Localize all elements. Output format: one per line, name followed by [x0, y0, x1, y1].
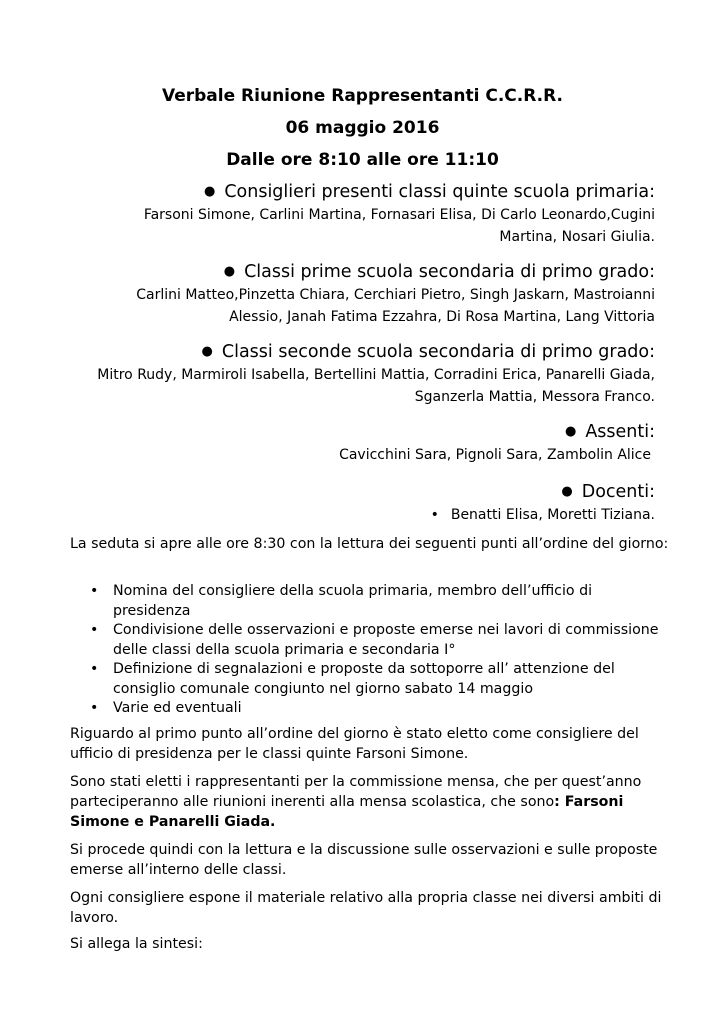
docenti-names: Benatti Elisa, Moretti Tiziana. [450, 507, 655, 523]
paragraph-sintesi: Si allega la sintesi: [70, 936, 203, 952]
agenda-item: • Varie ed eventuali [70, 699, 670, 719]
section-heading-assenti [565, 422, 655, 442]
section-heading-text: Classi prime scuola secondaria di primo grado: [244, 262, 655, 282]
intro-paragraph: La seduta si apre alle ore 8:30 con la lettura dei seguenti punti all’ordine del giorno: [70, 536, 669, 552]
section-heading-text: Docenti: [581, 482, 655, 502]
paragraph-first-point: Riguardo al primo punto all’ordine del giorno è stato eletto come consigliere del ufficio di presidenza per le classi quinte Farsoni Simone. [70, 726, 639, 762]
agenda-list [70, 582, 670, 719]
mensa-text: Sono stati eletti i rappresentanti per la commissione mensa, che per quest’anno parteciperanno alle riunioni inerenti alla mensa scolastica, che sono [70, 774, 642, 810]
bullet-icon: ● [203, 184, 216, 199]
section-heading-docenti [561, 482, 655, 502]
bullet-icon: ● [223, 264, 236, 279]
agenda-item: • Nomina del consigliere della scuola primaria, membro dell’ufficio di presidenza [70, 582, 670, 621]
section-names-docenti [95, 504, 655, 526]
section-heading-text: Classi seconde scuola secondaria di primo grado: [221, 342, 655, 362]
paragraph-commissione-mensa [70, 772, 670, 832]
section-names-prime: Carlini Matteo,Pinzetta Chiara, Cerchiari Pietro, Singh Jaskarn, Mastroianni Alessio, Janah Fatima Ezzahra, Di Rosa Martina, Lang Vittoria [136, 287, 655, 325]
mensa-elected-names: : Farsoni Simone e Panarelli Giada. [70, 794, 624, 830]
section-names-assenti: Cavicchini Sara, Pignoli Sara, Zambolin Alice [339, 447, 651, 463]
agenda-item: • Definizione di segnalazioni e proposte da sottoporre all’ attenzione del consiglio comunale congiunto nel giorno sabato 14 maggio [70, 660, 670, 699]
meeting-date: 06 maggio 2016 [285, 118, 440, 138]
meeting-time: Dalle ore 8:10 alle ore 11:10 [226, 150, 499, 170]
document-title: Verbale Riunione Rappresentanti C.C.R.R. [162, 86, 563, 106]
section-heading-text: Assenti: [585, 422, 655, 442]
bullet-icon: ● [564, 424, 577, 439]
paragraph-materiale: Ogni consigliere espone il materiale relativo alla propria classe nei diversi ambiti di lavoro. [70, 890, 662, 926]
section-names-seconde: Mitro Rudy, Marmiroli Isabella, Bertellini Mattia, Corradini Erica, Panarelli Giada, Sganzerla Mattia, Messora Franco. [97, 367, 655, 405]
paragraph-discussion: Si procede quindi con la lettura e la discussione sulle osservazioni e sulle proposte emerse all’interno delle classi. [70, 842, 658, 878]
bullet-icon: ● [201, 344, 213, 359]
bullet-icon: • [430, 507, 439, 523]
agenda-item: • Condivisione delle osservazioni e proposte emerse nei lavori di commissione delle classi della scuola primaria e secondaria I° [70, 621, 670, 660]
bullet-icon: ● [561, 484, 573, 499]
section-names-quinte: Farsoni Simone, Carlini Martina, Fornasari Elisa, Di Carlo Leonardo,Cugini Martina, Nosari Giulia. [143, 207, 655, 245]
section-heading-quinte [204, 182, 655, 202]
section-heading-seconde [202, 342, 655, 362]
section-heading-prime [224, 262, 655, 282]
section-heading-text: Consiglieri presenti classi quinte scuola primaria: [224, 182, 655, 202]
